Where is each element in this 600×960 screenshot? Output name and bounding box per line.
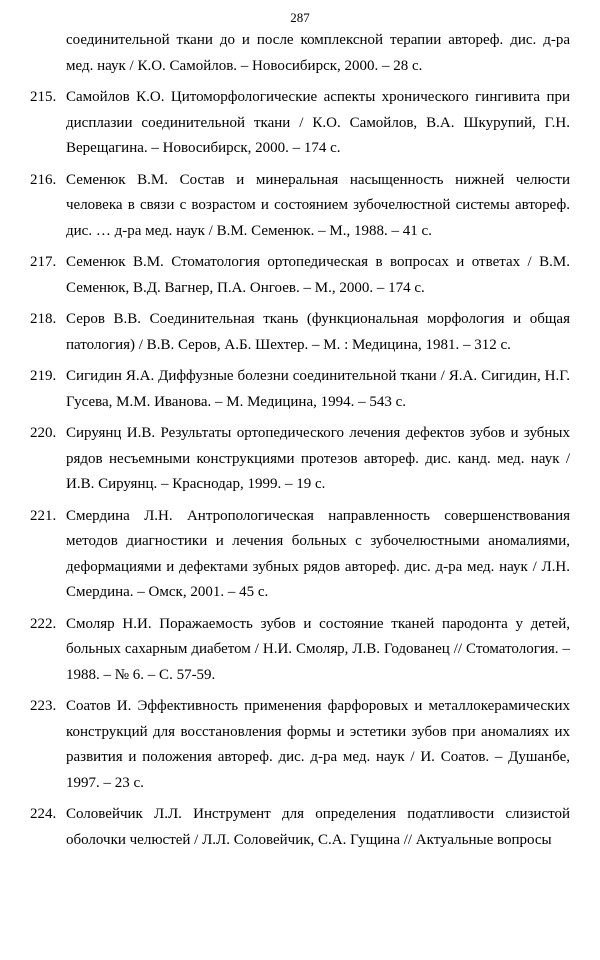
reference-number: 215. xyxy=(30,89,57,105)
reference-item xyxy=(30,364,570,415)
reference-item xyxy=(30,694,570,796)
reference-number: 216. xyxy=(30,171,57,188)
reference-text: Серов В.В. Соединительная ткань (функциональная морфология и общая патология) / В.В. Серов, А.Б. Шехтер. – М. : Медицина, 1981. – 312 с. xyxy=(66,311,570,353)
reference-item xyxy=(30,28,570,79)
reference-item xyxy=(30,307,570,358)
reference-item xyxy=(30,168,570,245)
reference-number: 221. xyxy=(30,507,57,524)
reference-text: соединительной ткани до и после комплексной терапии автореф. дис. д-ра мед. наук / К.О. Самойлов. – Новосибирск, 2000. – 28 с. xyxy=(66,32,570,74)
reference-text: Сируянц И.В. Результаты ортопедического лечения дефектов зубов и зубных рядов несъемными конструкциями протезов автореф. дис. канд. мед. наук / И.В. Сируянц. – Краснодар, 1999. – 19 с. xyxy=(66,425,570,492)
reference-text: Семенюк В.М. Стоматология ортопедическая в вопросах и ответах / В.М. Семенюк, В.Д. Вагнер, П.А. Онгоев. – М., 2000. – 174 с. xyxy=(66,254,570,296)
reference-text: Смердина Л.Н. Антропологическая направленность совершенствования методов диагностики и лечения больных с зубочелюстными аномалиями, деформациями и дефектами зубных рядов автореф. дис. д-ра мед. наук / Л.Н. Смердина. – Омск, 2001. – 45 с. xyxy=(66,507,570,600)
reference-number: 220. xyxy=(30,425,57,441)
reference-item xyxy=(30,421,570,498)
reference-number: 218. xyxy=(30,311,57,327)
reference-number: 224. xyxy=(30,806,57,822)
reference-text: Соатов И. Эффективность применения фарфоровых и металлокерамических конструкций для восстановления формы и эстетики зубов при аномалиях их развития и положения автореф. дис. д-ра мед. наук / И. Соатов. – Душанбе, 1997. – 23 с. xyxy=(66,698,570,791)
reference-item xyxy=(30,802,570,853)
reference-number: 219. xyxy=(30,368,57,384)
reference-item xyxy=(30,250,570,301)
reference-text: Сигидин Я.А. Диффузные болезни соединительной ткани / Я.А. Сигидин, Н.Г. Гусева, М.М. Иванова. – М. Медицина, 1994. – 543 с. xyxy=(66,368,570,410)
reference-text: Семенюк В.М. Состав и минеральная насыщенность нижней челюсти человека в связи с возрастом и состоянием зубочелюстной системы автореф. дис. … д-ра мед. наук / В.М. Семенюк. – М., 1988. – 41 с. xyxy=(66,171,570,239)
reference-number: 222. xyxy=(30,615,57,632)
reference-text: Самойлов К.О. Цитоморфологические аспекты хронического гингивита при дисплазии соединительной ткани / К.О. Самойлов, В.А. Шкурупий, Г.Н. Верещагина. – Новосибирск, 2000. – 174 с. xyxy=(66,89,570,156)
reference-number: 223. xyxy=(30,698,57,714)
reference-list xyxy=(30,28,570,859)
reference-text: Соловейчик Л.Л. Инструмент для определения податливости слизистой оболочки челюстей / Л.Л. Соловейчик, С.А. Гущина // Актуальные вопросы xyxy=(66,806,570,848)
reference-item xyxy=(30,85,570,162)
reference-number: 217. xyxy=(30,254,57,270)
reference-item xyxy=(30,504,570,606)
page-number: 287 xyxy=(290,10,310,25)
reference-text: Смоляр Н.И. Поражаемость зубов и состояние тканей пародонта у детей, больных сахарным диабетом / Н.И. Смоляр, Л.В. Годованец // Стоматология. – 1988. – № 6. – С. 57-59. xyxy=(66,615,570,683)
reference-item xyxy=(30,612,570,689)
